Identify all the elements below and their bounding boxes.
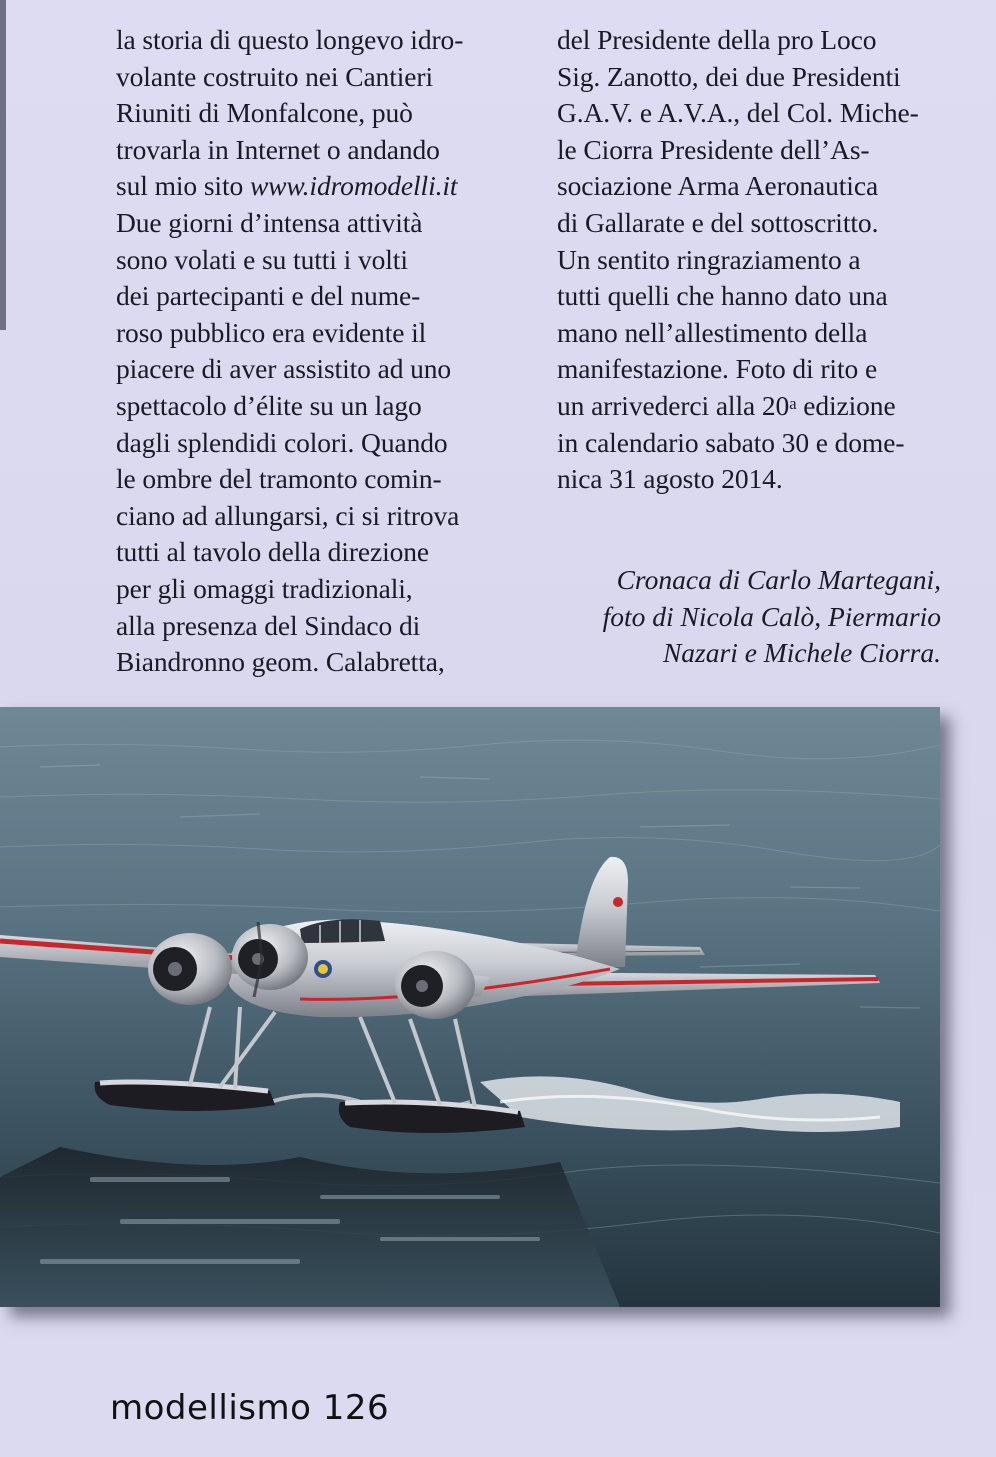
text-line: Biandronno geom. Calabretta, [116, 646, 445, 678]
edition-ordinal: a [789, 393, 797, 413]
text-line: Due giorni d’intensa attività [116, 206, 423, 238]
page-edge-shadow [0, 0, 6, 330]
edition-line-suffix: edizione [796, 389, 896, 421]
credit-line: foto di Nicola Calò, Piermario [602, 600, 941, 632]
text-line: piacere di aver assistito ad uno [116, 353, 452, 385]
article-credits [603, 562, 941, 672]
site-line [116, 168, 496, 205]
text-line: le Ciorra Presidente dell’As- [557, 133, 870, 165]
text-line: nica 31 agosto 2014. [557, 463, 783, 495]
text-line: spettacolo d’élite su un lago [116, 389, 422, 421]
text-line: Riuniti di Monfalcone, può [116, 97, 413, 129]
edition-line-prefix: un arrivederci alla 20 [557, 389, 790, 421]
text-line: alla presenza del Sindaco di [116, 609, 421, 641]
seaplane-photo-image [0, 707, 940, 1307]
text-line: tutti al tavolo della direzione [116, 536, 430, 568]
page-footer [110, 1388, 389, 1428]
text-line: volante costruito nei Cantieri [116, 60, 433, 92]
text-line: ciano ad allungarsi, ci si ritrova [116, 499, 460, 531]
site-line-prefix: sul mio sito [116, 170, 250, 202]
text-line: dagli splendidi colori. Quando [116, 426, 448, 458]
text-line: Un sentito ringraziamento a [557, 243, 861, 275]
text-line: mano nell’allestimento della [557, 316, 868, 348]
text-line: tutti quelli che hanno dato una [557, 280, 888, 312]
seaplane-photo [0, 707, 940, 1307]
text-line: le ombre del tramonto comin- [116, 463, 442, 495]
edition-line [557, 388, 947, 425]
magazine-name: modellismo [110, 1388, 312, 1428]
text-line: trovarla in Internet o andando [116, 133, 440, 165]
credit-line: Nazari e Michele Ciorra. [662, 637, 941, 669]
text-line: dei partecipanti e del nume- [116, 280, 421, 312]
page-number: 126 [322, 1388, 390, 1428]
article-left-column [116, 22, 496, 681]
seaplane-illustration [0, 707, 940, 1307]
credit-line: Cronaca di Carlo Martegani, [616, 564, 941, 595]
text-line: di Gallarate e del sottoscritto. [557, 206, 879, 238]
text-line: G.A.V. e A.V.A., del Col. Miche- [557, 97, 919, 129]
text-line: sociazione Arma Aeronautica [557, 170, 879, 202]
article-right-column [557, 22, 947, 498]
site-url: www.idromodelli.it [249, 170, 458, 202]
text-line: sono volati e su tutti i volti [116, 243, 408, 275]
text-line: del Presidente della pro Loco [557, 24, 877, 55]
text-line: Sig. Zanotto, dei due Presidenti [557, 60, 901, 92]
text-line: roso pubblico era evidente il [116, 316, 427, 348]
text-line: per gli omaggi tradizionali, [116, 572, 413, 604]
text-line: manifestazione. Foto di rito e [557, 353, 878, 385]
text-line: la storia di questo longevo idro- [116, 24, 464, 55]
text-line: in calendario sabato 30 e dome- [557, 426, 905, 458]
